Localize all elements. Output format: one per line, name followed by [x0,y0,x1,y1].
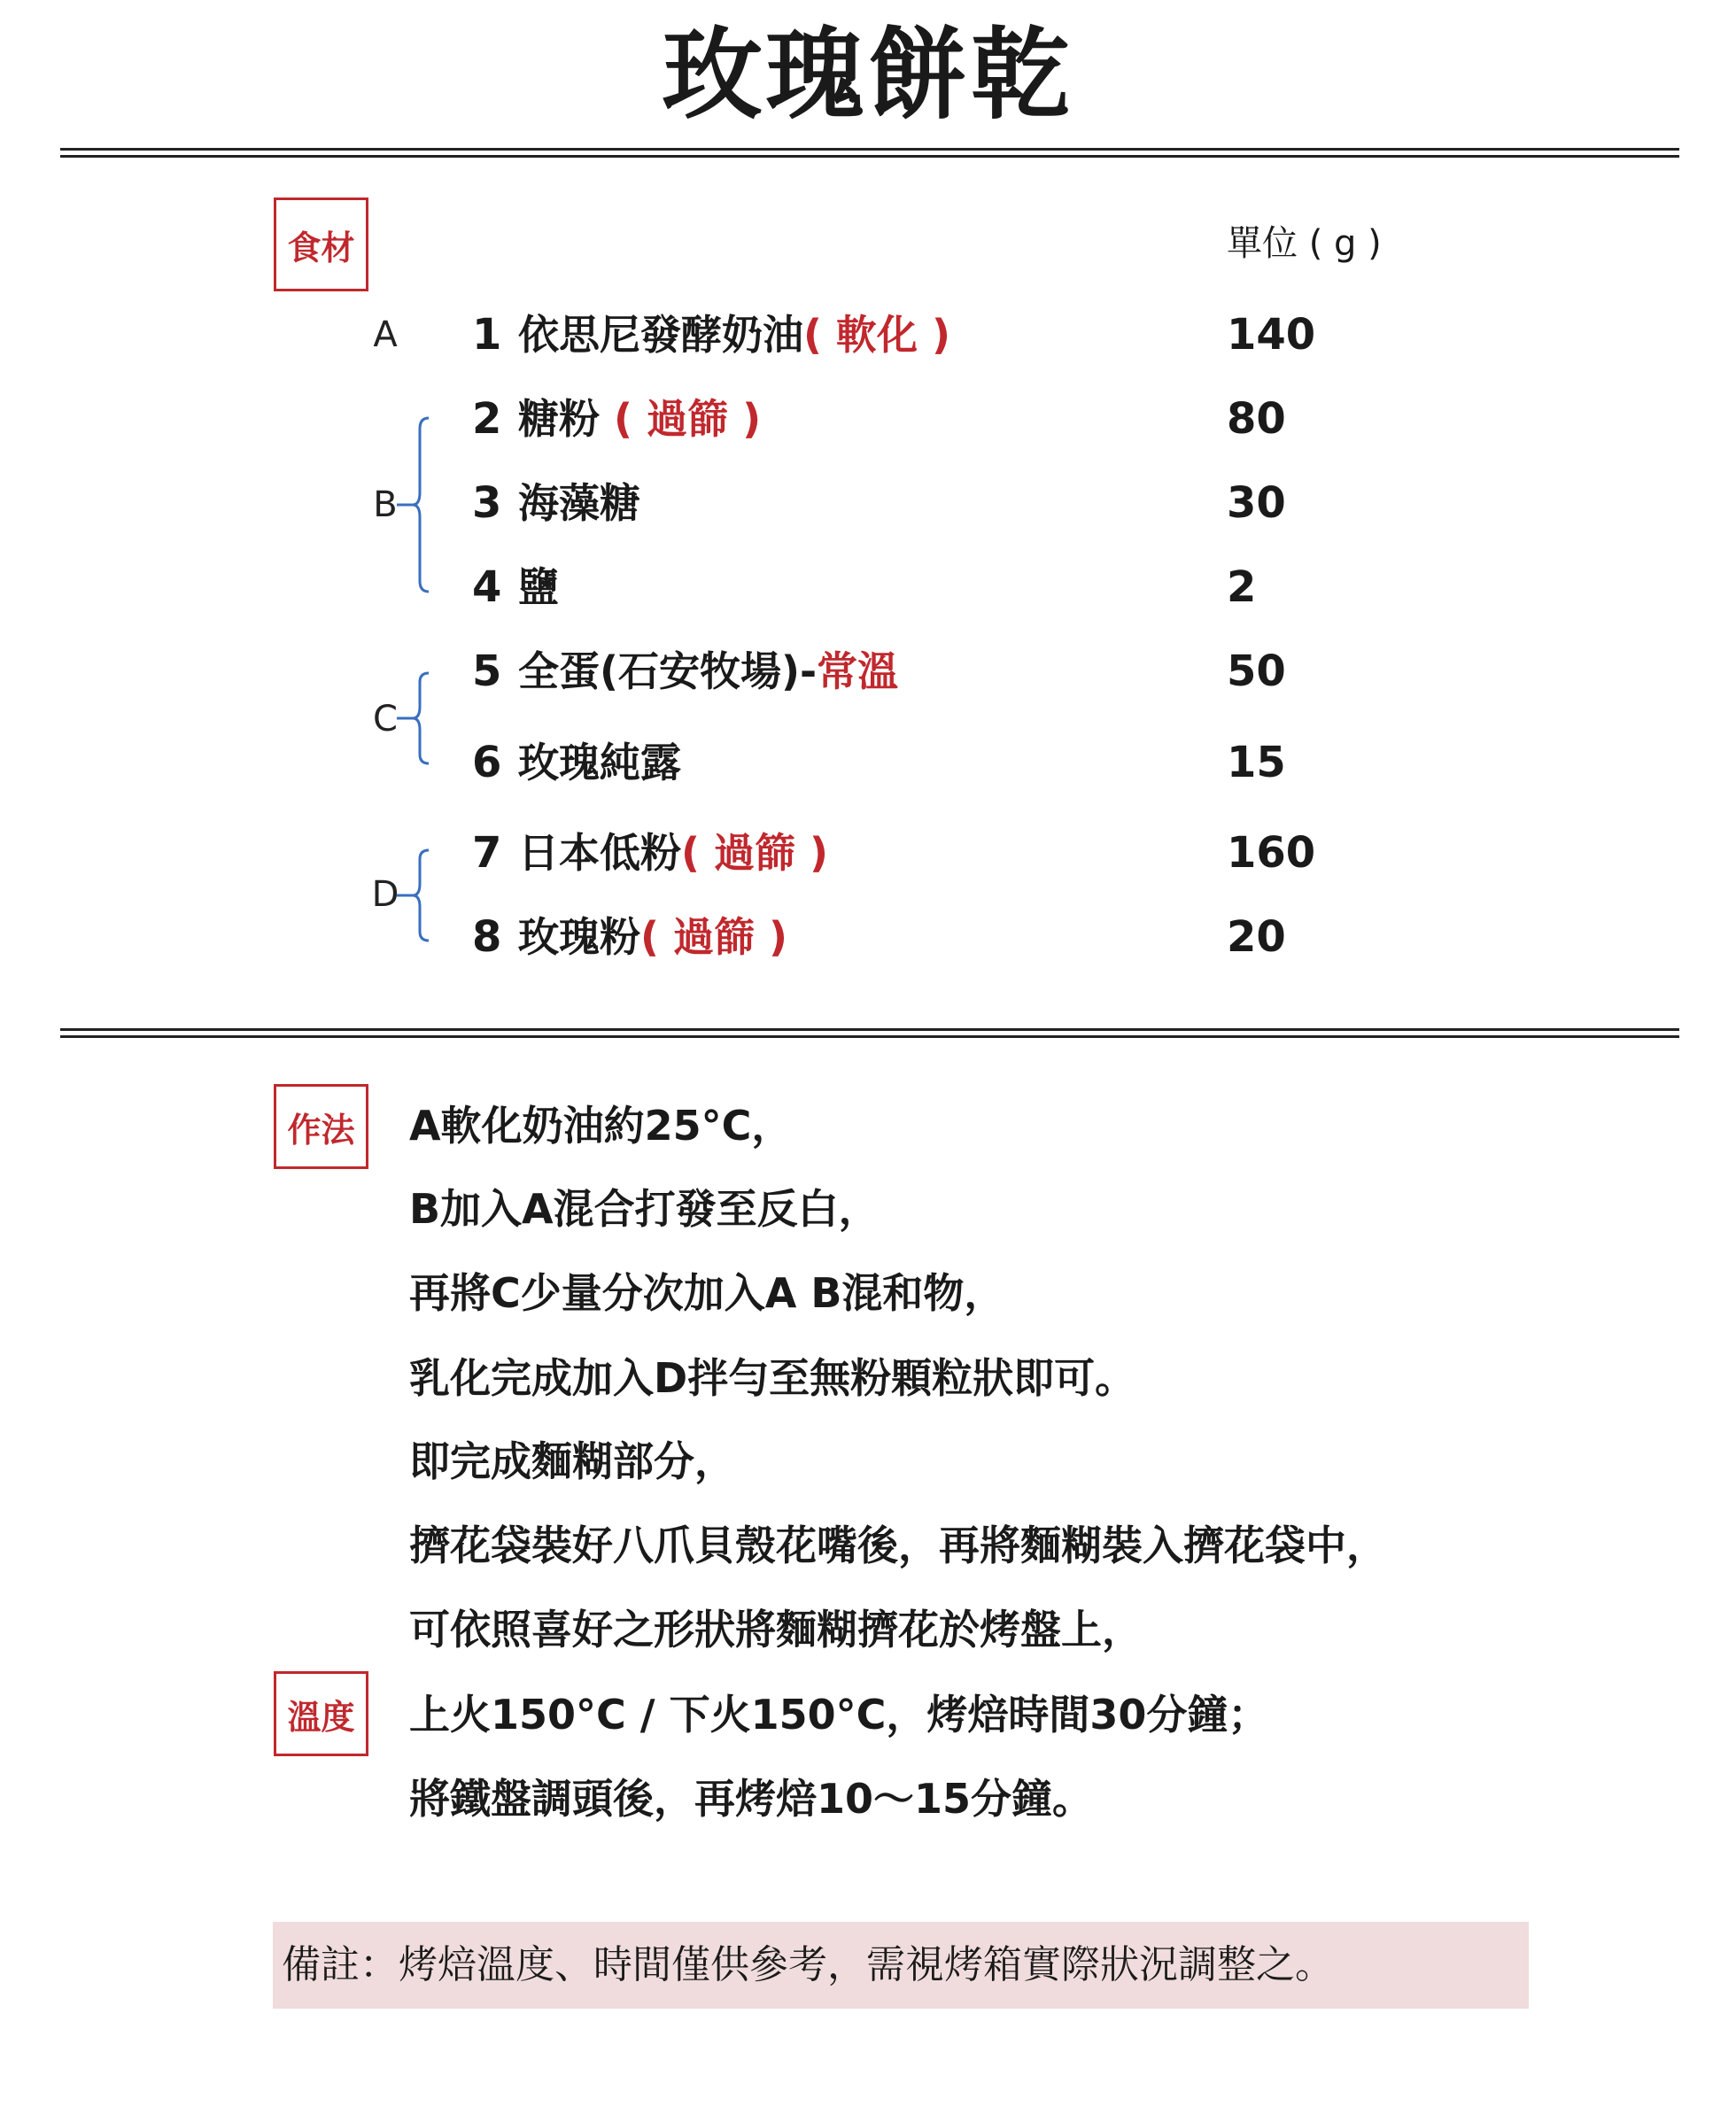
ingredient-name: 海藻糖 [518,479,640,527]
group-letter-a: A [373,314,398,355]
ingredient-number: 2 [472,394,502,444]
ingredient-amount: 30 [1227,478,1286,528]
ingredient-row [472,826,1446,879]
ingredient-name: 全蛋(石安牧場)-常溫 [518,647,899,695]
group-b-brace [397,416,450,593]
page-title: 玫瑰餅乾 [663,18,1073,133]
ingredient-amount: 80 [1227,394,1286,444]
ingredient-number: 7 [472,828,502,878]
ingredient-note: ( 過篩 ) [640,913,788,961]
method-step: 擠花袋裝好八爪貝殼花嘴後，再將麵糊裝入擠花袋中， [409,1522,1387,1569]
ingredient-row [472,910,1446,964]
ingredient-amount: 15 [1227,738,1286,787]
ingredient-note: ( 過篩 ) [600,395,762,443]
ingredient-name: 鹽 [518,563,559,611]
ingredient-number: 3 [472,478,502,528]
method-step: 再將C少量分次加入A B混和物， [409,1269,1005,1317]
ingredient-row [472,392,1446,445]
ingredient-amount: 160 [1227,828,1316,878]
top-double-rule [60,148,1679,158]
ingredient-number: 1 [472,310,502,360]
method-label: 作法 [274,1084,368,1169]
middle-double-rule [60,1028,1679,1038]
ingredients-label: 食材 [274,197,368,291]
ingredient-number: 5 [472,647,502,696]
ingredient-row [472,308,1446,361]
remark-note: 備註：烤焙溫度、時間僅供參考，需視烤箱實際狀況調整之。 [273,1922,1529,2009]
group-d-brace [397,848,450,942]
group-c-brace [397,671,450,765]
ingredient-amount: 50 [1227,647,1286,696]
ingredient-row [472,645,1446,698]
ingredient-amount: 20 [1227,912,1286,962]
ingredient-row [472,736,1446,789]
group-letter-b: B [373,484,398,525]
ingredient-note: ( 過篩 ) [681,829,829,877]
method-step: A軟化奶油約25°C， [409,1102,793,1150]
method-step: B加入A混合打發至反白， [409,1185,880,1233]
ingredient-row [472,476,1446,530]
ingredient-note: 常溫 [817,647,899,695]
ingredient-row [472,561,1446,614]
ingredient-name: 玫瑰純露 [518,739,681,786]
ingredient-number: 4 [472,562,502,612]
temperature-label: 溫度 [274,1671,368,1756]
method-step: 乳化完成加入D拌勻至無粉顆粒狀即可。 [409,1354,1136,1402]
ingredient-name: 依思尼發酵奶油( 軟化 ) [518,311,951,359]
unit-header: 單位 ( g ) [1227,223,1382,264]
ingredient-number: 6 [472,738,502,787]
group-letter-c: C [373,699,398,740]
temperature-line: 將鐵盤調頭後，再烤焙10～15分鐘。 [409,1775,1094,1823]
ingredient-amount: 2 [1227,562,1257,612]
ingredient-note: ( 軟化 ) [803,311,951,359]
ingredient-amount: 140 [1227,310,1316,360]
group-letter-d: D [371,874,399,915]
ingredient-name: 玫瑰粉( 過篩 ) [518,913,788,961]
ingredient-name: 日本低粉( 過篩 ) [518,829,829,877]
ingredient-name: 糖粉 ( 過篩 ) [518,395,762,443]
method-step: 可依照喜好之形狀將麵糊擠花於烤盤上， [409,1606,1143,1653]
ingredient-number: 8 [472,912,502,962]
temperature-line: 上火150°C / 下火150°C，烤焙時間30分鐘； [409,1691,1269,1739]
method-step: 即完成麵糊部分， [409,1437,735,1485]
